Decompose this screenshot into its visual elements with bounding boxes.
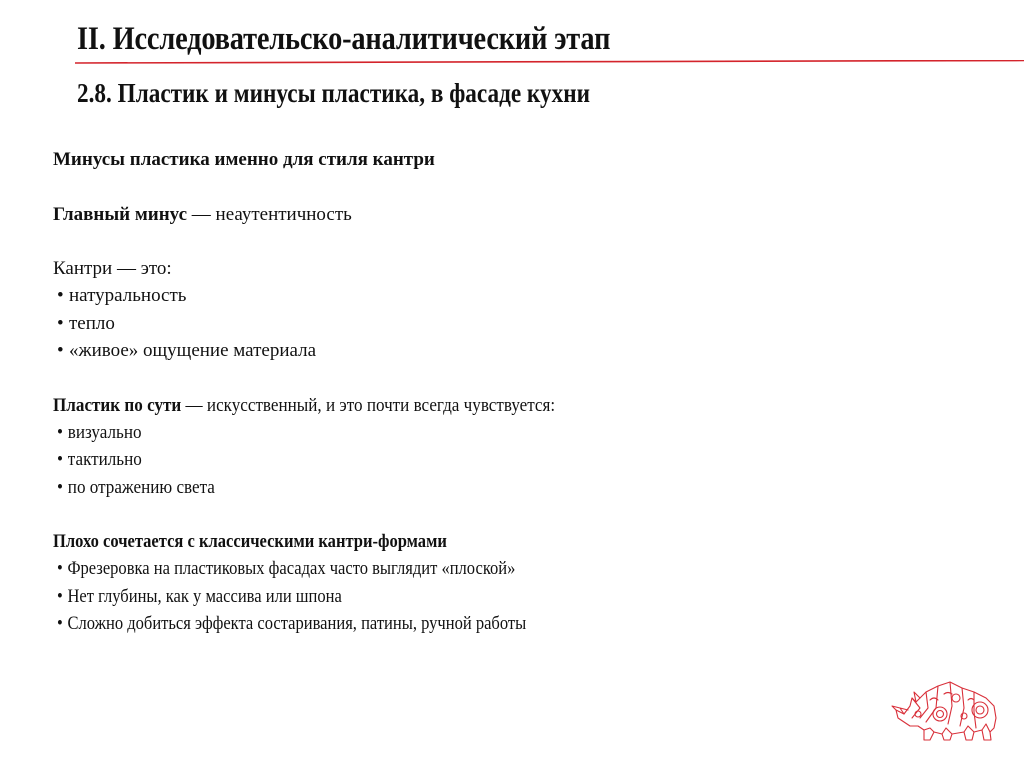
- bad-match-heading: [53, 528, 611, 555]
- bad-match-heading-text: Плохо сочетается с классическими кантри-формами: [53, 531, 447, 553]
- list-item-text: Сложно добиться эффекта состаривания, патины, ручной работы: [67, 613, 527, 635]
- list-item: [53, 419, 611, 446]
- bullet-icon: •: [57, 476, 63, 498]
- list-item: [53, 555, 611, 582]
- bullet-icon: •: [57, 449, 63, 471]
- spacer: [53, 501, 611, 528]
- list-item: [53, 446, 611, 473]
- main-minus-label: Главный минус: [53, 203, 188, 225]
- rhino-logo-icon: [890, 678, 1005, 746]
- list-item-text: по отражению света: [67, 476, 215, 498]
- bullet-icon: •: [57, 340, 64, 362]
- slide-subtitle: 2.8. Пластик и минусы пластика, в фасаде кухни: [77, 78, 590, 108]
- list-item: [53, 610, 611, 637]
- list-item-text: натуральность: [69, 285, 187, 307]
- list-item-text: Фрезеровка на пластиковых фасадах часто выглядит «плоской»: [67, 558, 516, 580]
- spacer: [53, 173, 611, 200]
- country-intro: Кантри — это:: [53, 258, 172, 280]
- main-minus-text: — неаутентичность: [187, 203, 352, 225]
- list-item: [53, 474, 611, 501]
- list-item-text: визуально: [67, 421, 142, 443]
- list-item: [53, 310, 611, 337]
- slide-body: [53, 146, 611, 637]
- list-item: [53, 583, 611, 610]
- bullet-icon: •: [57, 613, 63, 635]
- section-heading: Минусы пластика именно для стиля кантри: [53, 149, 435, 170]
- list-item: [53, 282, 611, 309]
- list-item-text: тепло: [69, 312, 115, 334]
- main-minus-line: [53, 201, 611, 228]
- plastic-essence-line: [53, 392, 611, 419]
- plastic-essence-label: Пластик по сути: [53, 394, 182, 416]
- bullet-icon: •: [57, 421, 63, 443]
- list-item-text: Нет глубины, как у массива или шпона: [67, 585, 342, 607]
- title-divider: [75, 60, 1024, 62]
- list-item-text: тактильно: [67, 449, 142, 471]
- bullet-icon: •: [57, 285, 64, 307]
- list-item: [53, 337, 611, 364]
- bullet-icon: •: [57, 585, 63, 607]
- spacer: [53, 364, 611, 391]
- list-item-text: «живое» ощущение материала: [69, 340, 317, 362]
- plastic-essence-text: — искусственный, и это почти всегда чувствуется:: [181, 394, 556, 416]
- spacer: [53, 228, 611, 255]
- bullet-icon: •: [57, 312, 64, 334]
- bullet-icon: •: [57, 558, 63, 580]
- slide-title: II. Исследовательско-аналитический этап: [77, 21, 611, 57]
